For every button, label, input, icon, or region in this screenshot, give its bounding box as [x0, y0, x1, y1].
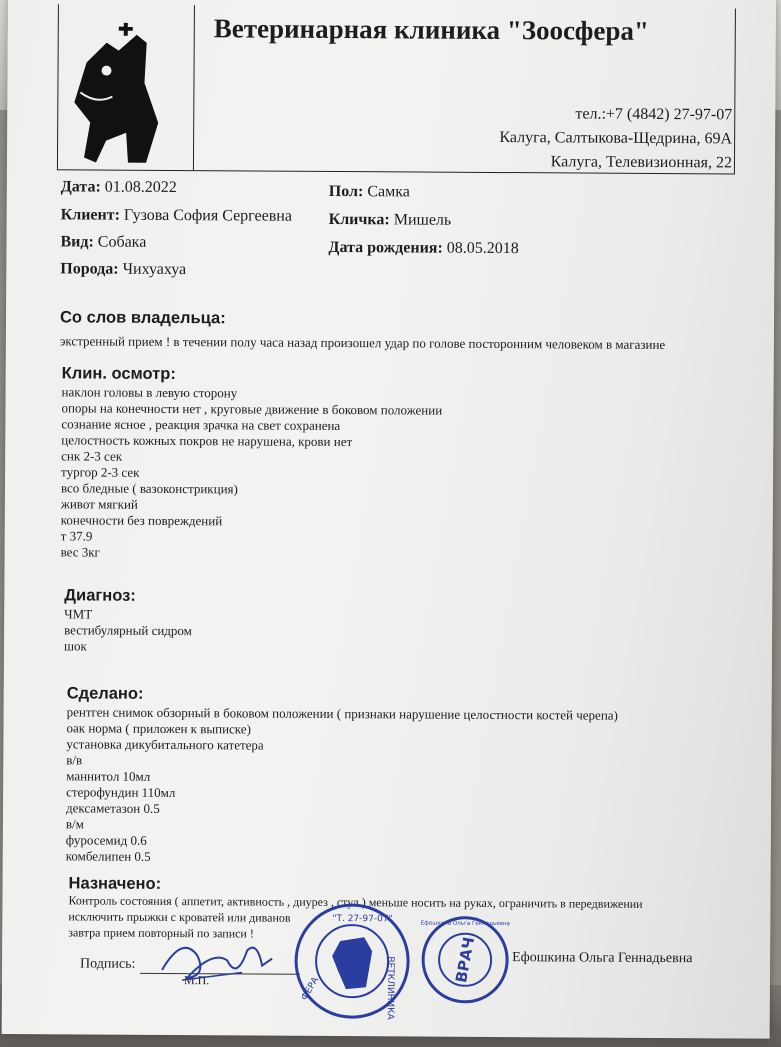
doctor-stamp — [420, 915, 511, 1006]
breed-value: Чихуахуа — [122, 260, 187, 279]
clinic-phone: тел.:+7 (4842) 27-97-07 — [575, 105, 733, 124]
prescribed-line: исключить прыжки с кроватей или диванов — [68, 909, 291, 925]
exam-title: Клин. осмотр: — [61, 364, 176, 384]
birth-date-label: Дата рождения: — [328, 238, 443, 257]
exam-lines — [61, 384, 443, 562]
prescribed-title: Назначено: — [68, 874, 162, 893]
breed-label: Порода: — [60, 260, 119, 278]
exam-line: живот мягкий — [60, 496, 138, 512]
handwritten-signature — [152, 930, 282, 991]
client-value: Гузова София Сергеевна — [123, 206, 293, 225]
done-line: установка дикубитального катетера — [66, 736, 264, 753]
stamp-side-text: ВЕТКЛИНИКА — [384, 956, 396, 1020]
client-field — [61, 206, 292, 225]
mp-label: М.П. — [183, 973, 210, 988]
client-label: Клиент: — [60, 206, 121, 224]
date-value: 01.08.2022 — [104, 178, 177, 197]
logo-box — [58, 4, 195, 170]
signature-label: Подпись: — [80, 956, 136, 972]
nickname-field — [329, 211, 452, 230]
birth-date-field — [328, 239, 518, 258]
stamp-top-text: "Т. 27-97-07" — [332, 913, 393, 925]
exam-line: тургор 2-3 сек — [61, 464, 140, 480]
diagnosis-title: Диагноз: — [64, 586, 136, 605]
date-field — [61, 178, 177, 197]
exam-line: снк 2-3 сек — [61, 448, 123, 464]
exam-line: наклон головы в левую сторону — [61, 384, 238, 401]
exam-line: т 37.9 — [60, 528, 93, 544]
stamp-left-text: ФЕРА — [299, 975, 322, 1003]
stamp-ring-text: Ефошкина Ольга Геннадьевна — [420, 920, 510, 928]
exam-line: опоры на конечности нет , круговые движение в боковом положении — [61, 400, 443, 418]
done-line: дексаметазон 0.5 — [65, 800, 160, 816]
done-line: рентген снимок обзорный в боковом положении ( признаки нарушение целостности костей черепа) — [66, 704, 618, 723]
exam-line: вес 3кг — [60, 544, 100, 560]
done-line: комбелипен 0.5 — [65, 848, 151, 864]
exam-line: конечности без повреждений — [60, 512, 223, 529]
birth-date-value: 08.05.2018 — [446, 239, 519, 258]
done-lines — [66, 704, 618, 867]
done-title: Сделано: — [66, 684, 144, 703]
owner-words-title: Со слов владельца: — [59, 308, 226, 328]
doctor-name: Ефошкина Ольга Геннадьевна — [512, 950, 693, 967]
done-line: в/м — [65, 816, 84, 832]
prescribed-line: завтра прием повторный по записи ! — [68, 925, 254, 941]
owner-words-text: экстренный прием ! в течении полу часа назад произошел удар по голове посторонним человеком в магазине — [59, 333, 666, 353]
species-label: Вид: — [60, 233, 94, 251]
letterhead — [57, 4, 736, 174]
diagnosis-line: вестибулярный сидром — [64, 622, 192, 639]
prescribed-line: Контроль состояния ( аппетит, активность , диурез , стул ) меньше носить на руках, ограничить в передвижении — [68, 893, 643, 911]
exam-line: сознание ясное , реакция зрачка на свет сохранена — [61, 416, 341, 434]
sex-value: Самка — [367, 183, 410, 201]
species-value: Собака — [97, 233, 147, 251]
species-field — [60, 233, 146, 252]
sex-field — [329, 183, 410, 201]
exam-line: всо бледные ( вазоконстрикция) — [60, 480, 238, 497]
clinic-name: Ветеринарная клиника "Зоосфера" — [213, 13, 650, 46]
exam-line: целостность кожных покров не нарушена, крови нет — [61, 432, 353, 450]
document-page — [2, 0, 776, 1039]
date-label: Дата: — [60, 178, 101, 196]
done-line: стерофундин 110мл — [66, 784, 176, 801]
diagnosis-line: шок — [63, 638, 87, 654]
nickname-label: Кличка: — [328, 210, 390, 229]
done-line: оак норма ( приложен к выписке) — [66, 720, 251, 737]
breed-field — [60, 260, 186, 279]
clinic-address-2: Калуга, Телевизионная, 22 — [550, 153, 733, 172]
stamp-doctor-word: ВРАЧ — [452, 935, 479, 985]
scottish-terrier-logo-icon — [66, 22, 177, 163]
nickname-value: Мишель — [393, 211, 452, 229]
sex-label: Пол: — [328, 182, 364, 201]
done-line: в/в — [66, 752, 83, 768]
done-line: фуросемид 0.6 — [65, 832, 147, 848]
clinic-round-stamp — [292, 901, 413, 1022]
diagnosis-line: ЧМТ — [64, 606, 93, 622]
done-line: маннитол 10мл — [66, 768, 151, 784]
diagnosis-lines — [64, 606, 192, 655]
clinic-address-1: Калуга, Салтыкова-Щедрина, 69А — [499, 129, 733, 148]
